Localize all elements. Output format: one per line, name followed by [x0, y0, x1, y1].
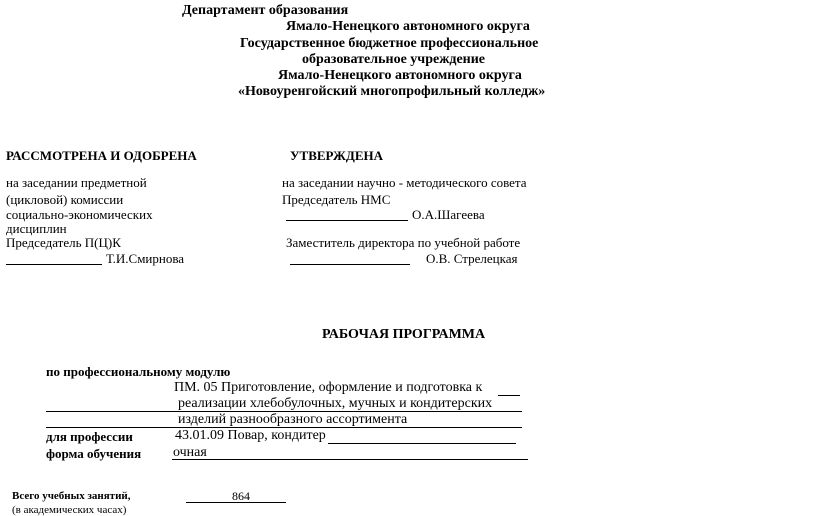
- right-signer-name-2: О.В. Стрелецкая: [426, 251, 518, 266]
- left-block-line: на заседании предметной: [6, 175, 147, 190]
- hours-sublabel: (в академических часах): [12, 504, 127, 516]
- left-signer-name: Т.И.Смирнова: [106, 251, 185, 266]
- left-block-title: РАССМОТРЕНА И ОДОБРЕНА: [6, 148, 197, 163]
- form-label: форма обучения: [46, 446, 142, 461]
- form-value: очная: [173, 445, 207, 460]
- right-signature-line-1: [286, 220, 408, 221]
- right-block-chair-label: Председатель НМС: [282, 192, 391, 207]
- module-underline: [498, 395, 520, 396]
- module-name-line-3: изделий разнообразного ассортимента: [178, 412, 408, 427]
- form-underline: [172, 459, 528, 460]
- header-institution-type: Государственное бюджетное профессиональное: [240, 36, 539, 51]
- hours-label: Всего учебных занятий,: [12, 490, 131, 502]
- right-block-line: на заседании научно - методического совета: [282, 175, 527, 190]
- profession-underline: [328, 443, 516, 444]
- left-block-chair-label: Председатель П(Ц)К: [6, 235, 121, 250]
- header-region: Ямало-Ненецкого автономного округа: [286, 19, 530, 34]
- module-name-line-1: ПМ. 05 Приготовление, оформление и подготовка к: [174, 380, 483, 395]
- header-department: Департамент образования: [182, 3, 349, 18]
- left-block-line: социально-экономических: [6, 207, 153, 222]
- header-college-name: «Новоуренгойский многопрофильный колледж»: [238, 84, 546, 99]
- right-signer-name-1: О.А.Шагеева: [412, 207, 485, 222]
- right-signature-line-2: [290, 264, 410, 265]
- profession-label: для профессии: [46, 429, 133, 444]
- header-region-2: Ямало-Ненецкого автономного округа: [278, 68, 522, 83]
- left-block-line: (цикловой) комиссии: [6, 192, 124, 207]
- hours-underline: [186, 502, 286, 503]
- right-block-title: УТВЕРЖДЕНА: [290, 148, 384, 163]
- right-block-deputy-label: Заместитель директора по учебной работе: [286, 235, 521, 250]
- module-name-line-2: реализации хлебобулочных, мучных и кондитерских: [178, 396, 493, 411]
- program-title: РАБОЧАЯ ПРОГРАММА: [322, 327, 486, 342]
- profession-value: 43.01.09 Повар, кондитер: [175, 428, 326, 443]
- header-institution-type-2: образовательное учреждение: [302, 52, 485, 67]
- hours-value: 864: [232, 489, 250, 503]
- left-signature-line: [6, 264, 102, 265]
- left-block-line: дисциплин: [6, 221, 67, 236]
- module-label: по профессиональному модулю: [46, 364, 231, 379]
